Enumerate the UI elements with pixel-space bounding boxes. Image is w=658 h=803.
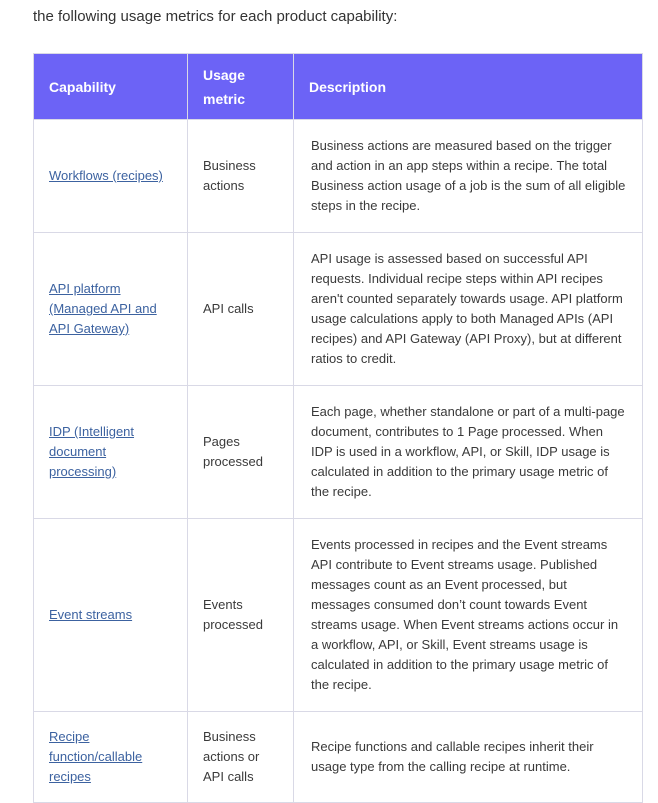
metric-cell: Business actions: [188, 120, 294, 233]
metric-cell: Business actions or API calls: [188, 712, 294, 803]
table-row: [34, 519, 643, 712]
header-capability: Capability: [34, 54, 188, 120]
metric-cell: Pages processed: [188, 386, 294, 519]
capability-link-event-streams[interactable]: Event streams: [49, 607, 133, 622]
intro-text: the following usage metrics for each product capability:: [33, 8, 398, 25]
table-header-row: [34, 54, 643, 120]
capability-cell: [34, 712, 188, 803]
description-cell: API usage is assessed based on successful API requests. Individual recipe steps within API recipes aren't counted separately towards usage. API platform usage calculations apply to both Managed APIs (API recipes) and API Gateway (API Proxy), but at different ratios to credit.: [294, 233, 643, 386]
description-cell: Events processed in recipes and the Event streams API contribute to Event streams usage. Published messages count as an Event processed, but messages consumed don’t count towards Event streams usage. When Event streams actions occur in a workflow, API, or Skill, Event streams usage is calculated in addition to the primary usage metric of the recipe.: [294, 519, 643, 712]
header-usage-metric: Usage metric: [188, 54, 294, 120]
metric-cell: Events processed: [188, 519, 294, 712]
capability-link-recipe-function[interactable]: Recipe function/callable recipes: [49, 729, 143, 784]
capability-cell: [34, 233, 188, 386]
capability-cell: [34, 519, 188, 712]
table-row: [34, 712, 643, 803]
description-cell: Recipe functions and callable recipes inherit their usage type from the calling recipe at runtime.: [294, 712, 643, 803]
capability-link-workflows[interactable]: Workflows (recipes): [49, 168, 163, 183]
metric-cell: API calls: [188, 233, 294, 386]
table-row: [34, 386, 643, 519]
header-description: Description: [294, 54, 643, 120]
table-row: [34, 233, 643, 386]
capability-link-idp[interactable]: IDP (Intelligent document processing): [49, 424, 135, 479]
capability-cell: [34, 386, 188, 519]
table-row: [34, 120, 643, 233]
description-cell: Each page, whether standalone or part of a multi-page document, contributes to 1 Page processed. When IDP is used in a workflow, API, or Skill, IDP usage is calculated in addition to the primary usage metric of the recipe.: [294, 386, 643, 519]
description-cell: Business actions are measured based on the trigger and action in an app steps within a recipe. The total Business action usage of a job is the sum of all eligible steps in the recipe.: [294, 120, 643, 233]
usage-metrics-table: [33, 53, 643, 803]
capability-link-api-platform[interactable]: API platform (Managed API and API Gateway): [49, 281, 157, 336]
capability-cell: [34, 120, 188, 233]
